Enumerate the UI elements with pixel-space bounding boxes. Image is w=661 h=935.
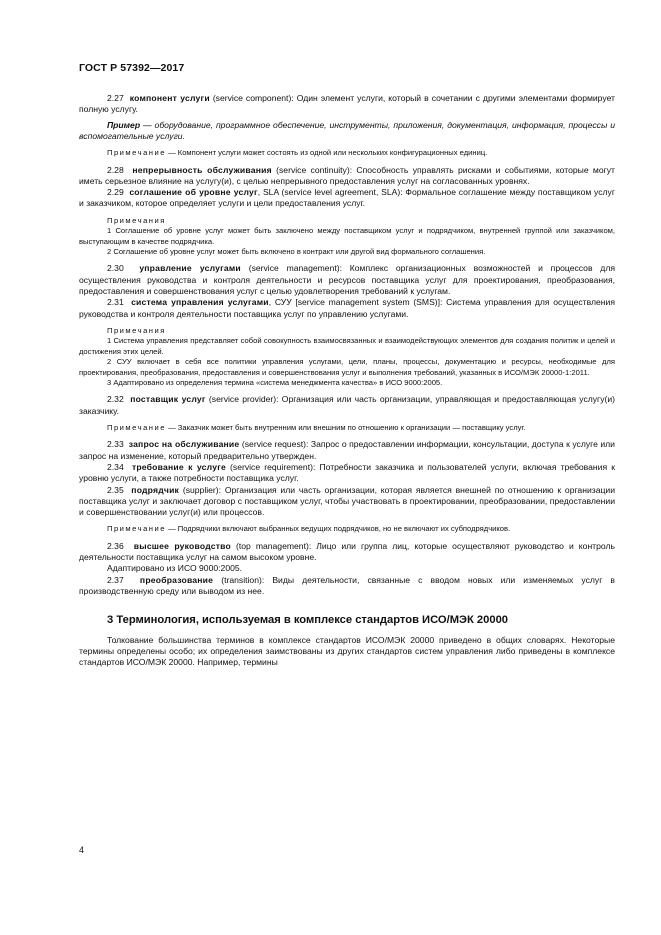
entry-2-37 (79, 575, 615, 598)
entry-term: соглашение об уровне услуг (129, 187, 258, 198)
entry-2-32 (79, 394, 615, 417)
entry-2-35 (79, 485, 615, 519)
section-3-text: Толкование большинства терминов в комплексе стандартов ИСО/МЭК 20000 приведено в общих словарях. Некоторые термины определены особо; их определения заимствованы из других стандартов систем управления либо приведены в комплексе стандартов ИСО/МЭК 20000. Например, термины (79, 634, 615, 668)
entry-definition: (top management): Лицо или группа лиц, которые осуществляют руководство и контроль деятельности поставщика услуг на самом высоком уровне. (79, 540, 615, 563)
entry-number: 2.34 (107, 461, 124, 472)
notes-2-29-label: Примечания (107, 215, 166, 225)
entry-number: 2.30 (107, 263, 124, 274)
entry-definition: (service requirement): Потребности заказчика и пользователей услуги, включая требования к уровню услуги, а также потребности поставщика услуг. (79, 461, 615, 484)
example-label: Пример (107, 119, 141, 130)
entry-definition: (service provider): Организация или часть организации, управляющая и предоставляющая услугу(и) заказчику. (79, 394, 616, 416)
note-2-27 (79, 148, 615, 158)
entry-definition: (service continuity): Способность управлять рисками и событиями, которые могут иметь серьезное влияние на услугу(и), с целью непрерывного предоставления услуг на согласованных уровнях. (79, 164, 615, 186)
entry-number: 2.32 (107, 394, 124, 405)
entry-number: 2.33 (107, 439, 124, 450)
entry-term: система управления услугами (131, 297, 269, 308)
entry-definition: (service management): Комплекс организационных возможностей и процессов для осуществления руководства и контроля деятельности и ресурсов поставщика услуг для проектирования, преобразования, предоставления и совершенствования услуг с целью удовлетворения требований к услугам. (79, 263, 615, 296)
entry-number: 2.35 (107, 484, 124, 495)
entry-term: запрос на обслуживание (128, 439, 240, 450)
entry-term: управление услугами (139, 263, 241, 274)
entry-definition: , SLA (service level agreement, SLA): Формальное соглашение между поставщиком услуг и заказчиком, которое определяет услуги и цели предоставления услуг. (79, 187, 615, 209)
entry-term: поставщик услуг (130, 394, 206, 405)
note-2-31-2: 2 СУУ включает в себя все политики управления услугами, цели, планы, процессы, документацию и ресурсы, необходимые для проектирования, преобразования, предоставления и совершенствования услуг и выполнения требований, указанных в ИСО/МЭК 20000-1:2011. (79, 357, 615, 377)
note-label: Примечание (107, 148, 166, 158)
note-text: — Подрядчики включают выбранных ведущих подрядчиков, но не включают их субподрядчиков. (165, 524, 511, 534)
entry-2-28 (79, 165, 615, 188)
entry-number: 2.27 (107, 93, 124, 103)
entry-2-36-source: Адаптировано из ИСО 9000:2005. (107, 563, 243, 574)
notes-2-31-label: Примечания (107, 325, 166, 335)
entry-2-29 (79, 187, 615, 210)
example-text: — оборудование, программное обеспечение, инструменты, приложения, документация, информация, процессы и вспомогательные услуги. (79, 119, 615, 141)
entry-number: 2.29 (107, 187, 124, 198)
entry-2-31 (79, 297, 615, 320)
entry-2-27 (79, 93, 615, 116)
entry-number: 2.31 (107, 297, 124, 308)
note-text: — Компонент услуги может состоять из одной или нескольких конфигурационных единиц. (165, 148, 488, 158)
entry-2-33 (79, 439, 615, 462)
entry-number: 2.28 (107, 164, 124, 175)
entry-definition: , СУУ [service management system (SMS)]: Система управления для осуществления руководства и контроля деятельности поставщика услуг по управлению услугами. (79, 297, 615, 319)
entry-2-34 (79, 462, 615, 485)
note-2-31-3: 3 Адаптировано из определения термина «система менеджмента качества» в ИСО 9000:2005. (107, 377, 443, 387)
note-2-32 (79, 423, 615, 433)
note-label: Примечание (107, 524, 166, 534)
entry-definition: (supplier): Организация или часть организации, которая является внешней по отношению к организации поставщика услуг и заключает договор с поставщиком услуг, чтобы участвовать в проектировании, преобразовании, предоставлении и совершенствовании услуг(и) или процессов. (79, 484, 615, 518)
entry-number: 2.36 (107, 540, 124, 551)
entry-term: преобразование (139, 574, 214, 585)
note-2-29-1: 1 Соглашение об уровне услуг может быть заключено между поставщиком услуг и подрядчиком, внутренней группой или заказчиком, выступающим в качестве подрядчика. (79, 226, 615, 246)
document-body (79, 93, 615, 668)
note-2-35 (79, 524, 615, 534)
note-text: — Заказчик может быть внутренним или внешним по отношению к организации — поставщику услуг. (165, 422, 526, 432)
note-2-31-1: 1 Система управления представляет собой совокупность взаимосвязанных и взаимодействующих элементов для создания политик и целей и достижения этих целей. (79, 336, 615, 356)
section-3-heading: 3 Терминология, используемая в комплексе стандартов ИСО/МЭК 20000 (107, 614, 509, 627)
entry-2-30 (79, 263, 615, 297)
document-header: ГОСТ Р 57392—2017 (79, 62, 185, 74)
entry-definition: (transition): Виды деятельности, связанные с вводом новых или изменяемых услуг в производственную среду или выводом из нее. (79, 574, 615, 596)
entry-term: подрядчик (131, 484, 180, 495)
note-label: Примечание (107, 422, 166, 432)
entry-definition: (service request): Запрос о предоставлении информации, консультации, доступа к услуге или запрос на изменение, который предварительно утвержден. (79, 439, 615, 461)
note-2-29-2: 2 Соглашение об уровне услуг может быть включено в контракт или другой вид формального соглашения. (107, 247, 486, 256)
page-number: 4 (79, 845, 85, 855)
entry-term: высшее руководство (133, 540, 231, 551)
example-2-27 (79, 120, 615, 143)
entry-number: 2.37 (107, 574, 124, 585)
entry-definition: (service component): Один элемент услуги, который в сочетании с другими элементами формирует полную услугу. (79, 93, 615, 115)
entry-2-36 (79, 541, 615, 564)
entry-term: требование к услуге (131, 461, 226, 472)
entry-term: компонент услуги (129, 93, 210, 103)
entry-term: непрерывность обслуживания (132, 164, 272, 175)
